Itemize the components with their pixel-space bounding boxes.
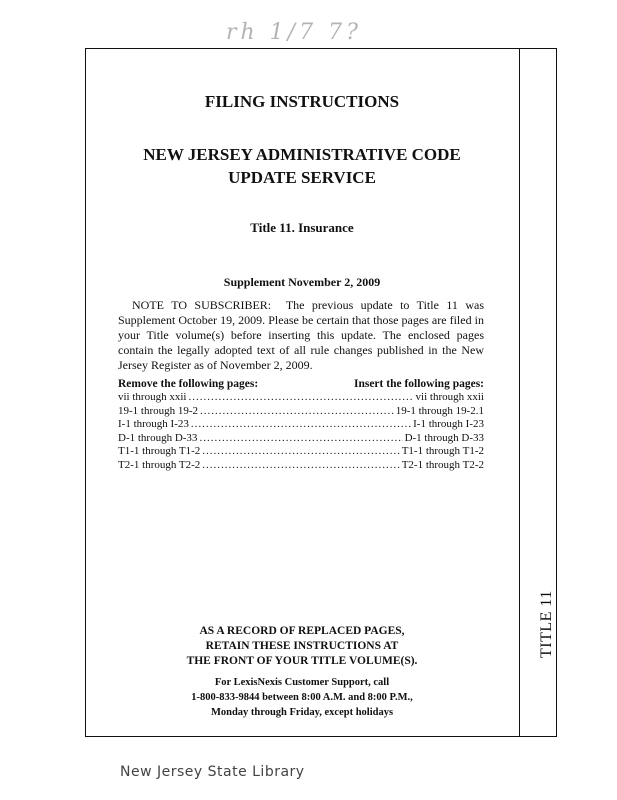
table-row [118,405,484,419]
insert-pages: vii through xxii [415,391,484,403]
code-title-line-1: NEW JERSEY ADMINISTRATIVE CODE [143,145,461,164]
spine-divider [519,48,520,737]
remove-pages: 19-1 through 19-2 [118,404,199,417]
insert-pages: T2-1 through T2-2 [401,458,484,471]
leader-dots [200,405,394,419]
record-line-1: AS A RECORD OF REPLACED PAGES, [199,625,405,637]
pages-table [118,377,484,472]
record-instructions [85,624,519,669]
remove-pages: T2-1 through T2-2 [118,458,201,471]
support-line-1: For LexisNexis Customer Support, call [214,677,390,688]
customer-support [85,675,519,720]
table-row [118,459,484,473]
insert-pages: 19-1 through 19-2.1 [395,404,484,417]
insert-pages: D-1 through D-33 [404,431,484,444]
insert-pages: T1-1 through T1-2 [401,445,484,457]
supplement-date: Supplement November 2, 2009 [223,275,381,289]
pages-table-header [118,377,484,391]
table-row [118,391,484,405]
table-row [118,445,484,459]
remove-pages: I-1 through I-23 [118,418,189,430]
record-line-3: THE FRONT OF YOUR TITLE VOLUME(S). [186,655,418,667]
support-line-3: Monday through Friday, except holidays [210,707,394,718]
insert-header: Insert the following pages: [353,378,484,390]
note-lead: NOTE TO SUBSCRIBER: [132,298,272,312]
code-title [85,143,519,189]
table-row [118,432,484,446]
remove-pages: T1-1 through T1-2 [118,445,201,457]
handwritten-notation: rh 1/7 7? [226,20,362,45]
remove-header: Remove the following pages: [118,378,259,390]
insert-pages: I-1 through I-23 [413,418,484,430]
record-line-2: RETAIN THESE INSTRUCTIONS AT [205,640,399,652]
leader-dots [202,445,399,459]
leader-dots [191,418,411,432]
spine-label: TITLE 11 [538,590,555,658]
remove-pages: vii through xxii [118,391,187,403]
library-stamp: New Jersey State Library [120,764,305,780]
page-title: FILING INSTRUCTIONS [204,92,400,111]
title-section: Title 11. Insurance [250,220,354,235]
code-title-line-2: UPDATE SERVICE [228,168,376,187]
note-text: The previous update to Title 11 was Supplement October 19, 2009. Please be certain that those pages are filed in your Title volume(s) before inserting this update. The enclosed pages contain the legally adopted text of all rule changes published in the New Jersey Register as of November 2, 2009. [118,298,484,372]
leader-dots [199,432,402,446]
remove-pages: D-1 through D-33 [118,431,198,444]
leader-dots [202,459,399,473]
leader-dots [188,391,413,405]
subscriber-note [118,298,484,373]
support-line-2: 1-800-833-9844 between 8:00 A.M. and 8:00 P.M., [191,692,413,703]
table-row [118,418,484,432]
